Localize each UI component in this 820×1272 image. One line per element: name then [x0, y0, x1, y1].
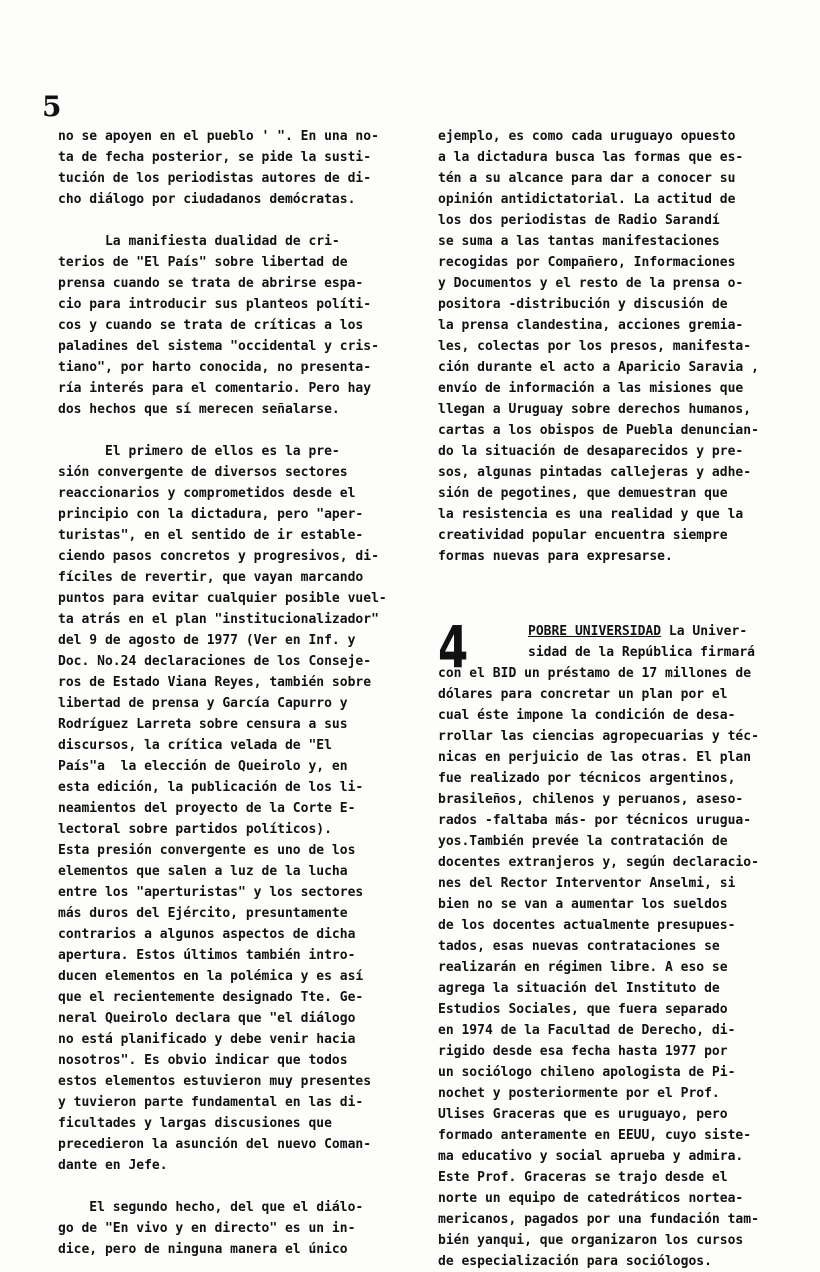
text-line: la prensa clandestina, acciones gremia-: [438, 318, 744, 333]
text-line: sión convergente de diversos sectores: [58, 465, 348, 480]
text-line: puntos para evitar cualquier posible vuel-: [58, 591, 387, 606]
text-line: cual éste impone la condición de desa-: [438, 708, 736, 723]
text-line: de los docentes actualmente presupues-: [438, 918, 736, 933]
text-line: esta edición, la publicación de los li-: [58, 780, 364, 795]
text-line: del 9 de agosto de 1977 (Ver en Inf. y: [58, 633, 356, 648]
text-line: positora -distribución y discusión de: [438, 297, 728, 312]
paragraph: [58, 441, 388, 1176]
text-line: fue realizado por técnicos argentinos,: [438, 771, 736, 786]
text-line: paladines del sistema "occidental y cris-: [58, 339, 379, 354]
text-line: El primero de ellos es la pre-: [58, 444, 340, 459]
text-line: Este Prof. Graceras se trajo desde el: [438, 1170, 728, 1185]
text-line: recogidas por Compañero, Informaciones: [438, 255, 736, 270]
section-heading-line: [438, 621, 768, 642]
text-line: llegan a Uruguay sobre derechos humanos,: [438, 402, 752, 417]
text-line: rados -faltaba más- por técnicos urugua-: [438, 813, 752, 828]
text-line: elementos que salen a luz de la lucha: [58, 864, 348, 879]
text-line: do la situación de desaparecidos y pre-: [438, 444, 744, 459]
text-line: tución de los periodistas autores de di-: [58, 171, 372, 186]
text-line: nes del Rector Interventor Anselmi, si: [438, 876, 736, 891]
text-line: sos, algunas pintadas callejeras y adhe-: [438, 465, 752, 480]
text-line: envío de información a las misiones que: [438, 381, 744, 396]
text-line: formas nuevas para expresarse.: [438, 549, 673, 564]
text-line: sión de pegotines, que demuestran que: [438, 486, 728, 501]
paragraph: [438, 663, 768, 1272]
text-line: docentes extranjeros y, según declaracio-: [438, 855, 759, 870]
text-line: la resistencia es una realidad y que la: [438, 507, 744, 522]
text-line: ta de fecha posterior, se pide la susti-: [58, 150, 372, 165]
text-line: les, colectas por los presos, manifesta-: [438, 339, 752, 354]
text-line: no se apoyen en el pueblo ' ". En una no-: [58, 129, 379, 144]
text-line: nicas en perjuicio de las otras. El plan: [438, 750, 752, 765]
text-line: ción durante el acto a Aparicio Saravia ,: [438, 360, 759, 375]
text-line: opinión antidictatorial. La actitud de: [438, 192, 736, 207]
text-line: formado anteramente en EEUU, cuyo siste-: [438, 1128, 752, 1143]
text-line: agrega la situación del Instituto de: [438, 981, 720, 996]
text-line: ros de Estado Viana Reyes, también sobre: [58, 675, 372, 690]
text-line: Ulises Graceras que es uruguayo, pero: [438, 1107, 728, 1122]
text-line: yos.También prevée la contratación de: [438, 834, 728, 849]
text-line: ciendo pasos concretos y progresivos, di-: [58, 549, 379, 564]
text-line: tiano", por harto conocida, no presenta-: [58, 360, 372, 375]
text-line: ma educativo y social aprueba y admira.: [438, 1149, 744, 1164]
text-line: cartas a los obispos de Puebla denuncian-: [438, 423, 759, 438]
text-line: de especialización para sociólogos.: [438, 1254, 712, 1269]
text-line: Doc. No.24 declaraciones de los Conseje-: [58, 654, 372, 669]
text-line: estos elementos estuvieron muy presentes: [58, 1074, 372, 1089]
paragraph: [58, 231, 388, 420]
text-line: los dos periodistas de Radio Sarandí: [438, 213, 720, 228]
text-line: turistas", en el sentido de ir estable-: [58, 528, 364, 543]
text-line: principio con la dictadura, pero "aper-: [58, 507, 364, 522]
text-line: un sociólogo chileno apologista de Pi-: [438, 1065, 736, 1080]
text-line: ría interés para el comentario. Pero hay: [58, 381, 372, 396]
text-line: dólares para concretar un plan por el: [438, 687, 728, 702]
text-line: neral Queirolo declara que "el diálogo: [58, 1011, 356, 1026]
text-line: Esta presión convergente es uno de los: [58, 843, 356, 858]
text-line: nochet y posteriormente por el Prof.: [438, 1086, 720, 1101]
section-number: 4: [438, 613, 469, 681]
text-line: dante en Jefe.: [58, 1158, 168, 1173]
text-line: más duros del Ejército, presuntamente: [58, 906, 348, 921]
text-line: precedieron la asunción del nuevo Coman-: [58, 1137, 372, 1152]
text-line: a la dictadura busca las formas que es-: [438, 150, 744, 165]
text-line: realizarán en régimen libre. A eso se: [438, 960, 728, 975]
section-heading-line-2: sidad de la República firmará: [528, 645, 755, 660]
text-line: que el recientemente designado Tte. Ge-: [58, 990, 364, 1005]
section-heading-rest: La Univer-: [661, 624, 748, 639]
text-line: libertad de prensa y García Capurro y: [58, 696, 348, 711]
text-line: terios de "El País" sobre libertad de: [58, 255, 348, 270]
text-line: norte un equipo de catedráticos nortea-: [438, 1191, 744, 1206]
text-line: ejemplo, es como cada uruguayo opuesto: [438, 129, 736, 144]
text-line: y tuvieron parte fundamental en las di-: [58, 1095, 364, 1110]
text-line: El segundo hecho, del que el diálo-: [58, 1200, 364, 1215]
paragraph: [58, 126, 388, 210]
paragraph: [58, 1197, 388, 1260]
text-line: no está planificado y debe venir hacia: [58, 1032, 356, 1047]
text-line: go de "En vivo y en directo" es un in-: [58, 1221, 356, 1236]
text-line: mericanos, pagados por una fundación tam-: [438, 1212, 759, 1227]
text-line: creatividad popular encuentra siempre: [438, 528, 728, 543]
text-line: ducen elementos en la polémica y es así: [58, 969, 364, 984]
text-line: tén a su alcance para dar a conocer su: [438, 171, 736, 186]
text-line: contrarios a algunos aspectos de dicha: [58, 927, 356, 942]
text-line: cos y cuando se trata de críticas a los: [58, 318, 364, 333]
left-column: [58, 126, 388, 1260]
text-line: Estudios Sociales, que fuera separado: [438, 1002, 728, 1017]
text-line: en 1974 de la Facultad de Derecho, di-: [438, 1023, 736, 1038]
text-line: Rodríguez Larreta sobre censura a sus: [58, 717, 348, 732]
text-line: se suma a las tantas manifestaciones: [438, 234, 720, 249]
text-line: País"a la elección de Queirolo y, en: [58, 759, 348, 774]
text-line: y Documentos y el resto de la prensa o-: [438, 276, 744, 291]
section-pobre-universidad: [438, 613, 768, 1272]
text-line: ta atrás en el plan "institucionalizador": [58, 612, 379, 627]
text-line: tados, esas nuevas contrataciones se: [438, 939, 720, 954]
text-line: dos hechos que sí merecen señalarse.: [58, 402, 340, 417]
text-line: La manifiesta dualidad de cri-: [58, 234, 340, 249]
paragraph: [438, 126, 768, 567]
text-line: fíciles de revertir, que vayan marcando: [58, 570, 364, 585]
text-line: bien no se van a aumentar los sueldos: [438, 897, 728, 912]
text-line: nosotros". Es obvio indicar que todos: [58, 1053, 348, 1068]
text-line: rrollar las ciencias agropecuarias y téc-: [438, 729, 759, 744]
text-line: neamientos del proyecto de la Corte E-: [58, 801, 356, 816]
text-line: lectoral sobre partidos políticos).: [58, 822, 332, 837]
text-line: discursos, la crítica velada de "El: [58, 738, 332, 753]
text-line: con el BID un préstamo de 17 millones de: [438, 666, 752, 681]
section-title: POBRE UNIVERSIDAD: [528, 624, 662, 639]
text-line: prensa cuando se trata de abrirse espa-: [58, 276, 364, 291]
text-line: reaccionarios y comprometidos desde el: [58, 486, 356, 501]
text-line: cho diálogo por ciudadanos demócratas.: [58, 192, 356, 207]
text-line: rigido desde esa fecha hasta 1977 por: [438, 1044, 728, 1059]
right-column: [438, 126, 768, 1272]
text-line: dice, pero de ninguna manera el único: [58, 1242, 348, 1257]
page-number: 5: [42, 90, 62, 123]
text-line: entre los "aperturistas" y los sectores: [58, 885, 364, 900]
text-line: cio para introducir sus planteos políti-: [58, 297, 372, 312]
text-line: apertura. Estos últimos también intro-: [58, 948, 356, 963]
text-line: ficultades y largas discusiones que: [58, 1116, 332, 1131]
text-line: brasileños, chilenos y peruanos, aseso-: [438, 792, 744, 807]
text-line: bién yanqui, que organizaron los cursos: [438, 1233, 744, 1248]
